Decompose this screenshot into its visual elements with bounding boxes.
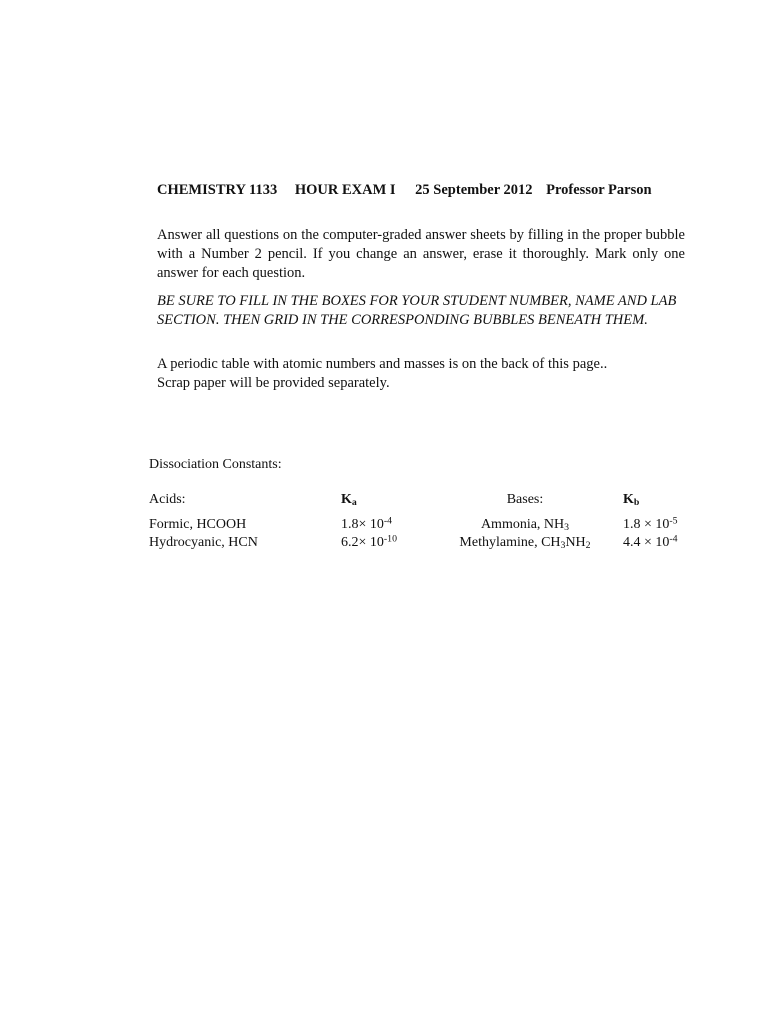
- base-kb-value: $4.4 \times 10^{-4}$: [623, 533, 678, 550]
- acid-ka-value: $1.8\times 10^{-4}$: [341, 515, 393, 532]
- course-name: CHEMISTRY 1133: [157, 182, 278, 198]
- kb-header: $K_b$: [623, 492, 640, 508]
- instructions-paragraph: Answer all questions on the computer-graded answer sheets by filling in the proper bubble with a Number 2 pencil. If you change an answer, erase it thoroughly. Mark only one answer for each question.: [157, 227, 685, 281]
- acid-name: Hydrocyanic, HCN: [149, 535, 258, 550]
- scrap-paper-line: Scrap paper will be provided separately.: [157, 375, 390, 391]
- student-info-notice: BE SURE TO FILL IN THE BOXES FOR YOUR STUDENT NUMBER, NAME AND LAB SECTION. THEN GRID IN THE CORRESPONDING BUBBLES BENEATH THEM.: [157, 293, 677, 328]
- dissociation-constants-table: [149, 492, 709, 562]
- acid-name: Formic, HCOOH: [149, 517, 247, 532]
- ka-header: $K_a$: [341, 492, 357, 508]
- professor-name: Professor Parson: [546, 182, 652, 198]
- exam-header: [157, 182, 697, 199]
- dissociation-constants-title: Dissociation Constants:: [149, 457, 282, 472]
- base-name: Methylamine, $CH_3NH_2$: [459, 535, 591, 551]
- acids-header: Acids:: [149, 492, 186, 507]
- periodic-table-line: A periodic table with atomic numbers and masses is on the back of this page..: [157, 356, 608, 372]
- base-kb-value: $1.8 \times 10^{-5}$: [623, 515, 678, 532]
- exam-name: HOUR EXAM I: [294, 182, 396, 198]
- periodic-table-note: [157, 355, 685, 393]
- bases-header: Bases:: [506, 492, 544, 507]
- acid-ka-value: $6.2\times 10^{-10}$: [341, 533, 397, 550]
- base-name: Ammonia, $NH_3$: [480, 517, 570, 533]
- exam-date: 25 September 2012: [415, 182, 533, 198]
